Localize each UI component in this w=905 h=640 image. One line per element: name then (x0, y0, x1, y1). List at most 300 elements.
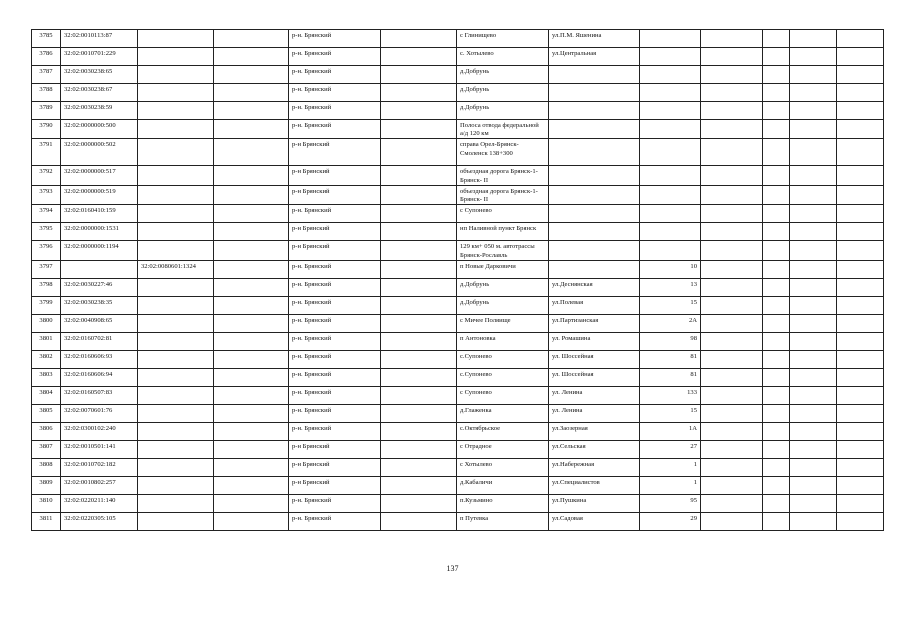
street-cell: ул.Партизанская (549, 314, 640, 332)
empty-cell (790, 260, 837, 278)
district-cell: р-н Брянский (289, 185, 381, 204)
row-number-cell: 3796 (32, 241, 61, 260)
locality-cell: д.Кабаличи (457, 476, 549, 494)
empty-cell (701, 48, 763, 66)
page-number: 137 (446, 564, 459, 573)
empty-cell (214, 48, 289, 66)
empty-cell (837, 278, 884, 296)
street-cell: ул.Специалистов (549, 476, 640, 494)
district-cell: р-н Брянский (289, 440, 381, 458)
locality-cell: объездная дорога Брянск-1- Брянск- II (457, 185, 549, 204)
cadastral-number-cell: 32:02:0030227:46 (61, 278, 138, 296)
table-row (32, 102, 884, 120)
locality-cell: п.Кузьмино (457, 494, 549, 512)
cadastral-number-cell: 32:02:0000000:1194 (61, 241, 138, 260)
empty-cell (381, 350, 457, 368)
empty-cell (790, 440, 837, 458)
house-number-cell: 13 (640, 278, 701, 296)
empty-cell (381, 476, 457, 494)
empty-cell (701, 278, 763, 296)
empty-cell (763, 440, 790, 458)
empty-cell (381, 30, 457, 48)
empty-cell (214, 139, 289, 166)
empty-cell (214, 241, 289, 260)
empty-cell (214, 84, 289, 102)
locality-cell: п Новые Дарковичи (457, 260, 549, 278)
cadastral-number-cell: 32:02:0010113:87 (61, 30, 138, 48)
empty-cell (837, 48, 884, 66)
empty-cell (790, 458, 837, 476)
empty-cell (701, 440, 763, 458)
empty-cell (837, 205, 884, 223)
empty-cell (763, 350, 790, 368)
table-row (32, 512, 884, 530)
cadastral-number-cell: 32:02:0300102:240 (61, 422, 138, 440)
empty-cell (790, 512, 837, 530)
empty-cell (214, 422, 289, 440)
district-cell: р-н. Брянский (289, 48, 381, 66)
empty-cell (381, 314, 457, 332)
locality-cell: с Супонево (457, 205, 549, 223)
cadastral-number-cell: 32:02:0040908:65 (61, 314, 138, 332)
cadastral-number-2-cell (138, 440, 214, 458)
empty-cell (701, 422, 763, 440)
empty-cell (701, 476, 763, 494)
empty-cell (837, 332, 884, 350)
table-row (32, 350, 884, 368)
registry-table-body (32, 30, 884, 531)
locality-cell: с.Супонево (457, 350, 549, 368)
cadastral-number-cell: 32:02:0220211:140 (61, 494, 138, 512)
empty-cell (214, 120, 289, 139)
cadastral-number-2-cell (138, 185, 214, 204)
empty-cell (790, 241, 837, 260)
house-number-cell: 81 (640, 350, 701, 368)
empty-cell (381, 440, 457, 458)
house-number-cell (640, 185, 701, 204)
cadastral-number-cell: 32:02:0160410:159 (61, 205, 138, 223)
street-cell: ул.Полевая (549, 296, 640, 314)
cadastral-number-cell: 32:02:0030238:67 (61, 84, 138, 102)
cadastral-number-cell (61, 260, 138, 278)
locality-cell: д.Добрунь (457, 66, 549, 84)
row-number-cell: 3790 (32, 120, 61, 139)
empty-cell (701, 386, 763, 404)
table-row (32, 223, 884, 241)
empty-cell (790, 120, 837, 139)
empty-cell (701, 332, 763, 350)
empty-cell (790, 386, 837, 404)
empty-cell (381, 223, 457, 241)
street-cell (549, 166, 640, 185)
empty-cell (763, 84, 790, 102)
empty-cell (763, 458, 790, 476)
cadastral-number-2-cell (138, 241, 214, 260)
empty-cell (214, 386, 289, 404)
cadastral-number-cell: 32:02:0030238:65 (61, 66, 138, 84)
street-cell (549, 66, 640, 84)
house-number-cell (640, 205, 701, 223)
house-number-cell: 15 (640, 296, 701, 314)
row-number-cell: 3794 (32, 205, 61, 223)
table-row (32, 440, 884, 458)
empty-cell (381, 278, 457, 296)
table-row (32, 260, 884, 278)
cadastral-number-2-cell (138, 102, 214, 120)
district-cell: р-н. Брянский (289, 494, 381, 512)
empty-cell (837, 512, 884, 530)
empty-cell (790, 422, 837, 440)
cadastral-number-2-cell (138, 386, 214, 404)
house-number-cell (640, 30, 701, 48)
row-number-cell: 3787 (32, 66, 61, 84)
empty-cell (381, 296, 457, 314)
empty-cell (701, 120, 763, 139)
empty-cell (763, 476, 790, 494)
cadastral-number-2-cell (138, 48, 214, 66)
empty-cell (763, 296, 790, 314)
cadastral-number-2-cell (138, 512, 214, 530)
locality-cell: д.Добрунь (457, 278, 549, 296)
house-number-cell (640, 166, 701, 185)
district-cell: р-н. Брянский (289, 278, 381, 296)
empty-cell (214, 512, 289, 530)
empty-cell (701, 241, 763, 260)
house-number-cell: 98 (640, 332, 701, 350)
empty-cell (214, 185, 289, 204)
street-cell: ул. Шоссейная (549, 350, 640, 368)
empty-cell (837, 494, 884, 512)
empty-cell (701, 296, 763, 314)
cadastral-number-2-cell (138, 332, 214, 350)
empty-cell (763, 386, 790, 404)
empty-cell (701, 350, 763, 368)
empty-cell (837, 386, 884, 404)
locality-cell: с Отрадное (457, 440, 549, 458)
empty-cell (214, 314, 289, 332)
empty-cell (763, 205, 790, 223)
row-number-cell: 3792 (32, 166, 61, 185)
district-cell: р-н. Брянский (289, 350, 381, 368)
street-cell: ул.Садовая (549, 512, 640, 530)
street-cell (549, 185, 640, 204)
table-row (32, 386, 884, 404)
cadastral-number-cell: 32:02:0000000:1531 (61, 223, 138, 241)
empty-cell (837, 223, 884, 241)
empty-cell (763, 66, 790, 84)
house-number-cell (640, 48, 701, 66)
house-number-cell (640, 84, 701, 102)
locality-cell: с.Супонево (457, 368, 549, 386)
district-cell: р-н. Брянский (289, 314, 381, 332)
district-cell: р-н. Брянский (289, 30, 381, 48)
cadastral-number-cell: 32:02:0070601:76 (61, 404, 138, 422)
empty-cell (763, 30, 790, 48)
cadastral-number-2-cell (138, 166, 214, 185)
empty-cell (381, 139, 457, 166)
cadastral-number-cell: 32:02:0030238:35 (61, 296, 138, 314)
table-row (32, 30, 884, 48)
district-cell: р-н. Брянский (289, 260, 381, 278)
empty-cell (214, 205, 289, 223)
house-number-cell: 29 (640, 512, 701, 530)
empty-cell (790, 296, 837, 314)
empty-cell (214, 102, 289, 120)
empty-cell (790, 205, 837, 223)
empty-cell (763, 314, 790, 332)
cadastral-number-cell: 32:02:0010501:141 (61, 440, 138, 458)
empty-cell (381, 368, 457, 386)
empty-cell (790, 494, 837, 512)
cadastral-number-cell: 32:02:0010802:257 (61, 476, 138, 494)
house-number-cell: 133 (640, 386, 701, 404)
cadastral-number-2-cell (138, 205, 214, 223)
table-row (32, 66, 884, 84)
row-number-cell: 3806 (32, 422, 61, 440)
row-number-cell: 3797 (32, 260, 61, 278)
empty-cell (790, 139, 837, 166)
district-cell: р-н. Брянский (289, 66, 381, 84)
district-cell: р-н Брянский (289, 241, 381, 260)
empty-cell (837, 120, 884, 139)
cadastral-number-cell: 32:02:0000000:519 (61, 185, 138, 204)
cadastral-number-2-cell (138, 278, 214, 296)
street-cell: ул.Набережная (549, 458, 640, 476)
district-cell: р-н. Брянский (289, 368, 381, 386)
empty-cell (837, 166, 884, 185)
row-number-cell: 3808 (32, 458, 61, 476)
empty-cell (701, 84, 763, 102)
house-number-cell (640, 120, 701, 139)
street-cell: ул. Ромашина (549, 332, 640, 350)
empty-cell (701, 30, 763, 48)
street-cell (549, 139, 640, 166)
locality-cell: д.Глаженка (457, 404, 549, 422)
locality-cell: п Антоновка (457, 332, 549, 350)
row-number-cell: 3801 (32, 332, 61, 350)
empty-cell (214, 404, 289, 422)
row-number-cell: 3810 (32, 494, 61, 512)
district-cell: р-н. Брянский (289, 120, 381, 139)
empty-cell (763, 185, 790, 204)
table-row (32, 458, 884, 476)
empty-cell (701, 458, 763, 476)
locality-cell: с Мичее Поляище (457, 314, 549, 332)
table-row (32, 84, 884, 102)
empty-cell (763, 102, 790, 120)
empty-cell (763, 139, 790, 166)
empty-cell (701, 368, 763, 386)
cadastral-number-cell: 32:02:0030238:59 (61, 102, 138, 120)
empty-cell (381, 458, 457, 476)
empty-cell (214, 476, 289, 494)
street-cell: ул.Сельская (549, 440, 640, 458)
empty-cell (790, 350, 837, 368)
locality-cell: Полоса отвода федеральной а/д 120 км (457, 120, 549, 139)
empty-cell (790, 332, 837, 350)
empty-cell (837, 30, 884, 48)
district-cell: р-н Брянский (289, 458, 381, 476)
house-number-cell: 27 (640, 440, 701, 458)
empty-cell (701, 314, 763, 332)
empty-cell (701, 205, 763, 223)
empty-cell (790, 185, 837, 204)
cadastral-number-cell: 32:02:0000000:502 (61, 139, 138, 166)
row-number-cell: 3785 (32, 30, 61, 48)
table-row (32, 139, 884, 166)
cadastral-number-2-cell: 32:02:0080601:1324 (138, 260, 214, 278)
cadastral-number-2-cell (138, 350, 214, 368)
empty-cell (381, 386, 457, 404)
locality-cell: объездная дорога Брянск-1- Брянск- II (457, 166, 549, 185)
table-row (32, 241, 884, 260)
empty-cell (214, 296, 289, 314)
locality-cell: с. Хотылево (457, 48, 549, 66)
empty-cell (381, 332, 457, 350)
row-number-cell: 3788 (32, 84, 61, 102)
empty-cell (214, 66, 289, 84)
row-number-cell: 3799 (32, 296, 61, 314)
house-number-cell: 81 (640, 368, 701, 386)
empty-cell (381, 404, 457, 422)
empty-cell (214, 332, 289, 350)
empty-cell (381, 185, 457, 204)
empty-cell (790, 314, 837, 332)
row-number-cell: 3793 (32, 185, 61, 204)
district-cell: р-н Брянский (289, 166, 381, 185)
locality-cell: нп Наливной пункт Брянск (457, 223, 549, 241)
table-row (32, 422, 884, 440)
empty-cell (214, 368, 289, 386)
empty-cell (763, 404, 790, 422)
empty-cell (837, 102, 884, 120)
empty-cell (214, 30, 289, 48)
cadastral-number-cell: 32:02:0220305:105 (61, 512, 138, 530)
empty-cell (763, 120, 790, 139)
empty-cell (381, 120, 457, 139)
empty-cell (837, 66, 884, 84)
locality-cell: д.Добрунь (457, 296, 549, 314)
street-cell: ул. Ленина (549, 386, 640, 404)
street-cell (549, 260, 640, 278)
empty-cell (763, 422, 790, 440)
empty-cell (837, 296, 884, 314)
empty-cell (790, 278, 837, 296)
row-number-cell: 3798 (32, 278, 61, 296)
district-cell: р-н. Брянский (289, 296, 381, 314)
street-cell: ул.Заозерная (549, 422, 640, 440)
house-number-cell (640, 241, 701, 260)
registry-table (31, 29, 884, 531)
empty-cell (381, 260, 457, 278)
district-cell: р-н Брянский (289, 139, 381, 166)
street-cell (549, 102, 640, 120)
empty-cell (381, 166, 457, 185)
empty-cell (214, 166, 289, 185)
table-row (32, 166, 884, 185)
cadastral-number-cell: 32:02:0000000:517 (61, 166, 138, 185)
house-number-cell: 2А (640, 314, 701, 332)
street-cell (549, 205, 640, 223)
table-row (32, 332, 884, 350)
empty-cell (701, 494, 763, 512)
house-number-cell: 1 (640, 476, 701, 494)
district-cell: р-н. Брянский (289, 386, 381, 404)
table-row (32, 494, 884, 512)
empty-cell (763, 260, 790, 278)
cadastral-number-2-cell (138, 368, 214, 386)
cadastral-number-2-cell (138, 296, 214, 314)
cadastral-number-2-cell (138, 458, 214, 476)
cadastral-number-2-cell (138, 476, 214, 494)
row-number-cell: 3795 (32, 223, 61, 241)
row-number-cell: 3791 (32, 139, 61, 166)
district-cell: р-н. Брянский (289, 332, 381, 350)
empty-cell (701, 512, 763, 530)
street-cell: ул.Центральная (549, 48, 640, 66)
row-number-cell: 3809 (32, 476, 61, 494)
empty-cell (837, 440, 884, 458)
locality-cell: д.Добрунь (457, 102, 549, 120)
empty-cell (763, 494, 790, 512)
house-number-cell (640, 139, 701, 166)
empty-cell (837, 422, 884, 440)
table-row (32, 278, 884, 296)
empty-cell (837, 185, 884, 204)
house-number-cell: 1 (640, 458, 701, 476)
empty-cell (790, 368, 837, 386)
cadastral-number-cell: 32:02:0160606:93 (61, 350, 138, 368)
street-cell (549, 84, 640, 102)
empty-cell (790, 223, 837, 241)
cadastral-number-cell: 32:02:0010702:182 (61, 458, 138, 476)
district-cell: р-н. Брянский (289, 102, 381, 120)
empty-cell (790, 476, 837, 494)
district-cell: р-н. Брянский (289, 404, 381, 422)
district-cell: р-н. Брянский (289, 512, 381, 530)
district-cell: р-н Брянский (289, 223, 381, 241)
district-cell: р-н. Брянский (289, 205, 381, 223)
locality-cell: д.Добрунь (457, 84, 549, 102)
empty-cell (837, 476, 884, 494)
empty-cell (763, 368, 790, 386)
empty-cell (381, 48, 457, 66)
empty-cell (214, 223, 289, 241)
table-row (32, 476, 884, 494)
table-row (32, 404, 884, 422)
empty-cell (381, 241, 457, 260)
empty-cell (214, 350, 289, 368)
empty-cell (837, 84, 884, 102)
table-row (32, 185, 884, 204)
empty-cell (381, 84, 457, 102)
empty-cell (701, 185, 763, 204)
house-number-cell: 1А (640, 422, 701, 440)
row-number-cell: 3800 (32, 314, 61, 332)
cadastral-number-cell: 32:02:0160606:94 (61, 368, 138, 386)
locality-cell: с Супонево (457, 386, 549, 404)
street-cell: ул. Ленина (549, 404, 640, 422)
empty-cell (837, 314, 884, 332)
cadastral-number-cell: 32:02:0160702:81 (61, 332, 138, 350)
locality-cell: с Хотылево (457, 458, 549, 476)
empty-cell (763, 223, 790, 241)
empty-cell (214, 440, 289, 458)
empty-cell (381, 205, 457, 223)
table-row (32, 205, 884, 223)
empty-cell (790, 84, 837, 102)
row-number-cell: 3807 (32, 440, 61, 458)
